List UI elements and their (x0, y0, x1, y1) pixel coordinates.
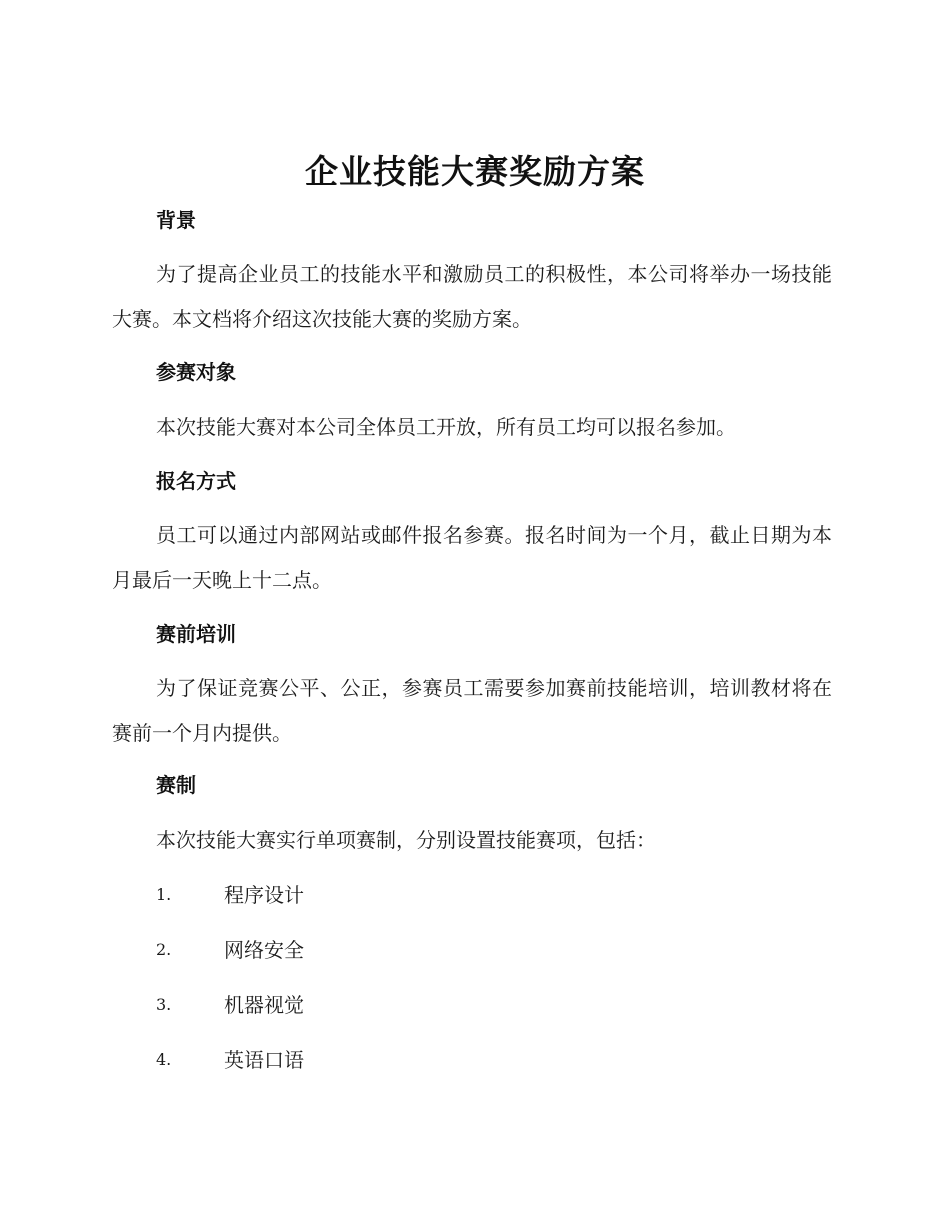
list-item-number: 3. (156, 995, 172, 1014)
section-heading-background: 背景 (156, 208, 196, 232)
list-item (156, 935, 656, 965)
section-heading-participants: 参赛对象 (156, 360, 236, 384)
section-text-background: 为了提高企业员工的技能水平和激励员工的积极性，本公司将举办一场技能大赛。本文档将介绍这次技能大赛的奖励方案。 (112, 262, 832, 331)
list-item-number: 2. (156, 940, 172, 959)
section-text-participants: 本次技能大赛对本公司全体员工开放，所有员工均可以报名参加。 (156, 415, 736, 439)
list-item (156, 880, 656, 910)
section-text-registration: 员工可以通过内部网站或邮件报名参赛。报名时间为一个月，截止日期为本月最后一天晚上十二点。 (112, 523, 832, 592)
list-item-text: 机器视觉 (224, 993, 304, 1017)
section-heading-format: 赛制 (156, 773, 196, 797)
section-text-training: 为了保证竞赛公平、公正，参赛员工需要参加赛前技能培训，培训教材将在赛前一个月内提供。 (112, 676, 832, 745)
section-heading-training: 赛前培训 (156, 622, 236, 646)
list-item-number: 1. (156, 885, 172, 904)
list-item-text: 程序设计 (224, 883, 304, 907)
list-item (156, 990, 656, 1020)
list-item-number: 4. (156, 1050, 172, 1069)
section-heading-registration: 报名方式 (156, 469, 236, 493)
document-title: 企业技能大赛奖励方案 (305, 152, 645, 191)
list-item-text: 网络安全 (224, 938, 304, 962)
section-text-format: 本次技能大赛实行单项赛制，分别设置技能赛项，包括： (156, 828, 656, 852)
list-item-text: 英语口语 (224, 1048, 304, 1072)
list-item (156, 1045, 656, 1075)
